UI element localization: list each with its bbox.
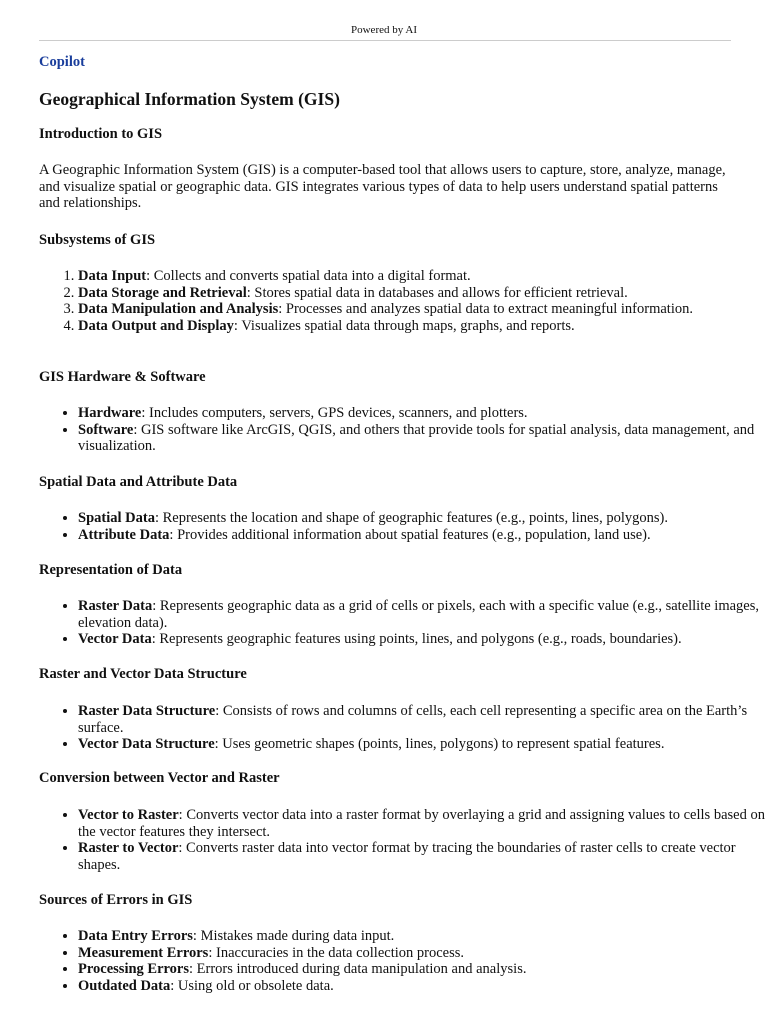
item-text: : Errors introduced during data manipulation and analysis. [189,961,527,977]
item-text: : Consists of rows and columns of cells, each cell representing a specific area on the Earth’s surface. [78,703,748,736]
list-item [78,405,768,422]
item-text: : Uses geometric shapes (points, lines, polygons) to represent spatial features. [214,736,665,752]
item-text: : Using old or obsolete data. [170,977,334,994]
list-item [78,510,768,527]
item-term: Data Manipulation and Analysis [78,301,279,317]
list-item [78,928,768,945]
item-term: Software [78,421,134,438]
section-heading: Subsystems of GIS [39,232,156,248]
item-text: : Processes and analyzes spatial data to extract meaningful information. [278,301,693,317]
item-text: : Stores spatial data in databases and allows for efficient retrieval. [246,284,628,301]
item-term: Attribute Data [78,526,170,543]
page-title: Geographical Information System (GIS) [39,89,340,109]
header-divider [39,40,731,41]
list-item [78,945,768,962]
item-term: Vector Data Structure [78,736,215,752]
list-item [78,285,768,302]
item-term: Vector to Raster [78,807,179,823]
item-term: Data Output and Display [78,317,234,334]
section-paragraph: A Geographic Information System (GIS) is a computer-based tool that allows users to capture, store, analyze, manage, and visualize spatial or geographic data. GIS integrates various types of data to help users understand spatial patterns and relationships. [39,162,726,211]
item-term: Data Input [78,268,147,284]
item-term: Raster to Vector [78,840,179,856]
list-item [78,422,768,455]
section-list [39,928,768,994]
list-item [78,807,768,840]
list-item [78,268,768,285]
item-text: : Represents the location and shape of geographic features (e.g., points, lines, polygons). [154,510,668,526]
item-term: Spatial Data [78,510,155,526]
section-list [39,268,768,334]
section-heading: Raster and Vector Data Structure [39,666,247,682]
list-item [78,301,768,318]
list-item [78,703,768,736]
item-text: : Represents geographic data as a grid of cells or pixels, each with a specific value (e.g., satellite images, elevation data). [78,598,759,631]
list-item [78,840,768,873]
item-text: : Visualizes spatial data through maps, graphs, and reports. [233,317,575,334]
item-text: : Includes computers, servers, GPS devices, scanners, and plotters. [141,405,528,421]
list-item [78,961,768,978]
item-term: Measurement Errors [78,944,209,961]
section-list [39,405,768,455]
item-text: : Provides additional information about spatial features (e.g., population, land use). [169,526,651,543]
section-heading: GIS Hardware & Software [39,369,206,385]
list-item [78,631,768,648]
item-text: : Converts vector data into a raster format by overlaying a grid and assigning values to cells based on the vector features they intersect. [78,807,765,840]
section-heading: Representation of Data [39,562,183,578]
list-item [78,527,768,544]
item-term: Data Storage and Retrieval [78,284,247,301]
item-term: Data Entry Errors [78,928,193,944]
item-text: : Mistakes made during data input. [192,928,395,944]
item-term: Outdated Data [78,977,171,994]
section-list [39,598,768,648]
item-term: Hardware [78,405,142,421]
list-item [78,736,768,753]
item-text: : Inaccuracies in the data collection process. [208,944,464,961]
list-item [78,978,768,995]
item-term: Raster Data [78,598,153,614]
powered-by-header: Powered by AI [351,24,417,36]
section-list [39,703,768,753]
section-heading: Conversion between Vector and Raster [39,770,280,786]
brand-copilot: Copilot [39,54,85,70]
section-list [39,807,768,873]
item-text: : Represents geographic features using points, lines, and polygons (e.g., roads, boundaries). [151,631,682,647]
list-item [78,598,768,631]
item-term: Processing Errors [78,961,190,977]
section-heading: Sources of Errors in GIS [39,892,193,908]
section-list [39,510,768,543]
item-text: : GIS software like ArcGIS, QGIS, and others that provide tools for spatial analysis, data management, and visualization. [78,421,755,454]
item-text: : Collects and converts spatial data into a digital format. [146,268,471,284]
list-item [78,318,768,335]
item-text: : Converts raster data into vector format by tracing the boundaries of raster cells to create vector shapes. [78,840,736,873]
section-heading: Introduction to GIS [39,126,163,142]
section-heading: Spatial Data and Attribute Data [39,474,238,490]
item-term: Raster Data Structure [78,703,216,719]
item-term: Vector Data [78,631,152,647]
